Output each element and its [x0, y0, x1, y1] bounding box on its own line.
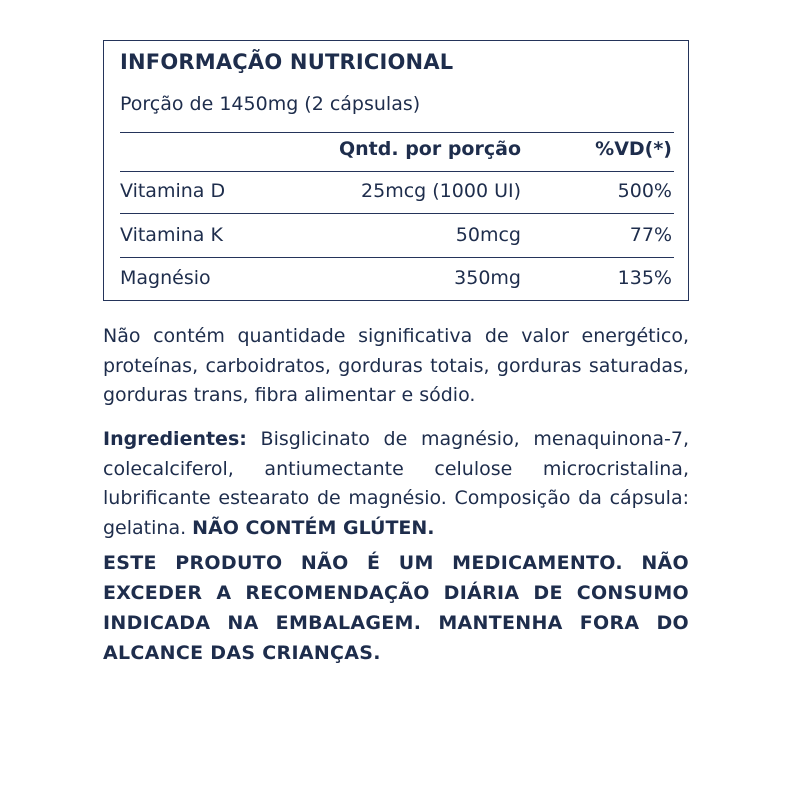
nutrient-amount: 350mg [454, 267, 521, 289]
table-row [120, 267, 674, 293]
divider [120, 132, 674, 133]
nutrient-amount: 25mcg (1000 UI) [361, 180, 521, 202]
nutrient-name: Vitamina K [120, 224, 223, 246]
header-vd: %VD(*) [595, 138, 672, 160]
nutrient-vd: 135% [617, 267, 672, 289]
divider [120, 257, 674, 258]
nutrient-name: Magnésio [120, 267, 211, 289]
gluten-notice: NÃO CONTÉM GLÚTEN. [192, 516, 435, 539]
divider [120, 213, 674, 214]
ingredients-paragraph [103, 425, 689, 543]
ingredients-text: Bisglicinato de magnésio, menaquinona-7, colecalciferol, antiumectante celulose microcristalina, lubrificante estearato de magnésio. Composição da cápsula: gelatina. [103, 428, 689, 539]
table-title: INFORMAÇÃO NUTRICIONAL [120, 50, 454, 74]
nutrient-vd: 500% [617, 180, 672, 202]
divider [120, 171, 674, 172]
notice-paragraph: Não contém quantidade significativa de valor energético, proteínas, carboidratos, gorduras totais, gorduras saturadas, gorduras trans, fibra alimentar e sódio. [103, 325, 689, 406]
nutrient-amount: 50mcg [455, 224, 521, 246]
table-row [120, 224, 674, 250]
table-row [120, 180, 674, 206]
table-header-row [120, 138, 674, 164]
ingredients-label: Ingredientes: [103, 428, 247, 450]
warning-paragraph: ESTE PRODUTO NÃO É UM MEDICAMENTO. NÃO EXCEDER A RECOMENDAÇÃO DIÁRIA DE CONSUMO INDICADA NA EMBALAGEM. MANTENHA FORA DO ALCANCE DAS CRIANÇAS. [103, 552, 689, 664]
portion-size: Porção de 1450mg (2 cápsulas) [120, 93, 421, 115]
nutrient-vd: 77% [629, 224, 672, 246]
header-amount: Qntd. por porção [339, 138, 521, 160]
nutrition-facts-table [103, 40, 689, 301]
nutrient-name: Vitamina D [120, 180, 226, 202]
